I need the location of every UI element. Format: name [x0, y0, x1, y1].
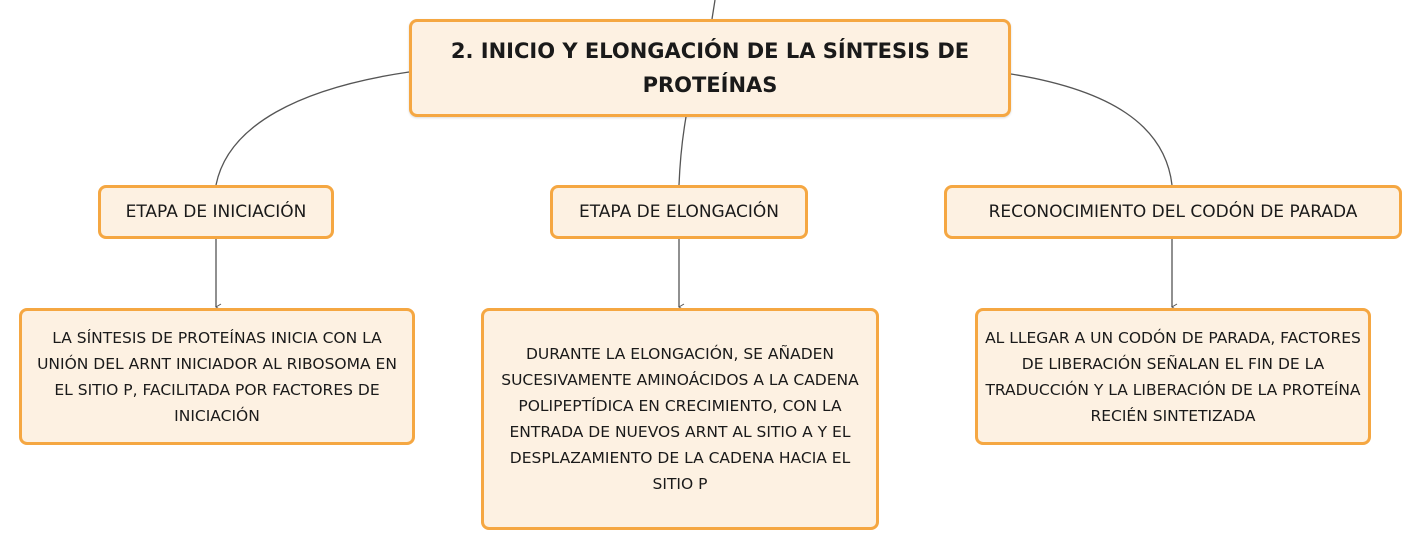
connector-central-to-elongacion — [679, 117, 686, 185]
detail-text: DURANTE LA ELONGACIÓN, SE AÑADEN SUCESIVAMENTE AMINOÁCIDOS A LA CADENA POLIPEPTÍDICA EN CRECIMIENTO, CON LA ENTRADA DE NUEVOS ARNT AL SITIO A Y EL DESPLAZAMIENTO DE LA CADENA HACIA EL SITIO P — [501, 345, 859, 493]
connector-central-to-iniciacion — [216, 72, 409, 185]
topic-label: RECONOCIMIENTO DEL CODÓN DE PARADA — [988, 202, 1358, 222]
topic-label: ETAPA DE INICIACIÓN — [125, 202, 307, 222]
detail-elongacion[interactable] — [481, 308, 879, 530]
connector-central-to-codon-parada — [1011, 74, 1172, 185]
topic-label: ETAPA DE ELONGACIÓN — [578, 202, 780, 222]
detail-text: LA SÍNTESIS DE PROTEÍNAS INICIA CON LA UNIÓN DEL ARNT INICIADOR AL RIBOSOMA EN EL SITIO P, FACILITADA POR FACTORES DE INICIACIÓN — [37, 328, 397, 425]
central-topic[interactable] — [409, 19, 1011, 117]
detail-iniciacion[interactable] — [19, 308, 415, 445]
topic-etapa-elongacion[interactable] — [550, 185, 808, 239]
topic-reconocimiento-codon-parada[interactable] — [944, 185, 1402, 239]
central-topic-title: 2. INICIO Y ELONGACIÓN DE LA SÍNTESIS DE PROTEÍNAS — [450, 39, 970, 97]
parent-connector — [712, 0, 715, 19]
topic-etapa-iniciacion[interactable] — [98, 185, 334, 239]
detail-codon-parada[interactable] — [975, 308, 1371, 445]
detail-text: AL LLEGAR A UN CODÓN DE PARADA, FACTORES DE LIBERACIÓN SEÑALAN EL FIN DE LA TRADUCCIÓN Y LA LIBERACIÓN DE LA PROTEÍNA RECIÉN SINTETIZADA — [985, 328, 1361, 425]
